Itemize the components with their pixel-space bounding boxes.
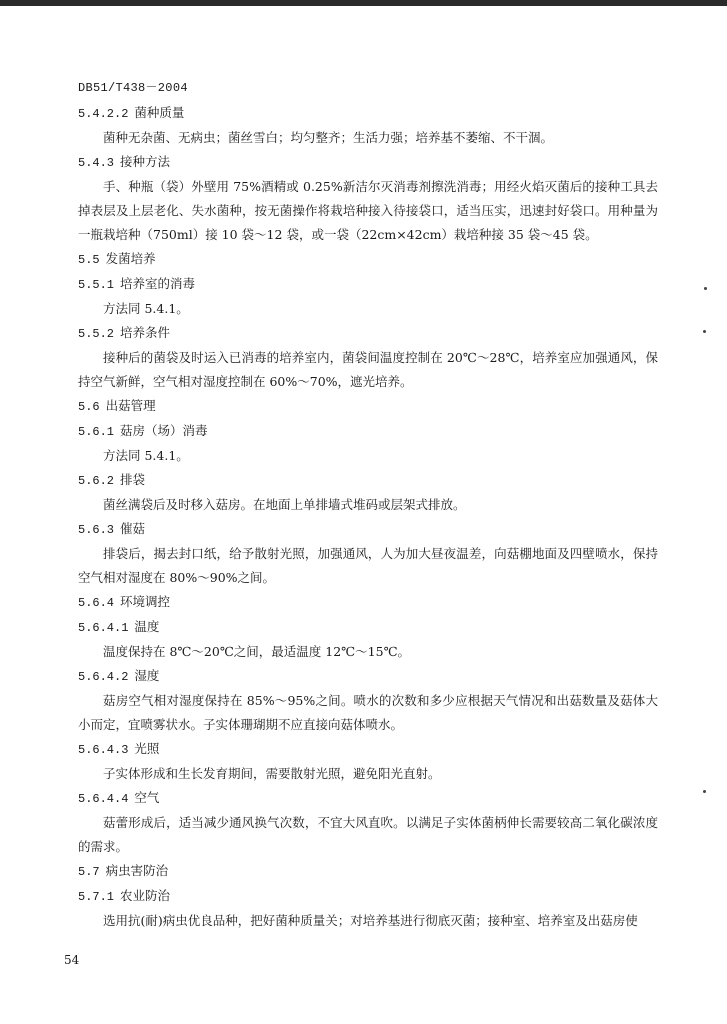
section-title: 农业防治 — [120, 888, 171, 903]
section-title: 湿度 — [134, 668, 160, 683]
section-heading — [78, 517, 658, 542]
section-heading — [78, 590, 658, 615]
body-paragraph: 菇蕾形成后，适当减少通风换气次数，不宜大风直吹。以满足子实体菌柄伸长需要较高二氧化碳浓度的需求。 — [78, 815, 658, 854]
section-heading — [78, 468, 658, 493]
page-number: 54 — [64, 953, 80, 967]
section-heading — [78, 321, 658, 346]
section-number: 5.6.4.3 — [78, 743, 129, 757]
body-paragraph: 方法同 5.4.1。 — [103, 448, 189, 463]
body-paragraph: 选用抗(耐)病虫优良品种，把好菌种质量关；对培养基进行彻底灭菌；接种室、培养室及出菇房使 — [103, 913, 638, 928]
section-number: 5.6.4.1 — [78, 621, 129, 635]
section-title: 培养室的消毒 — [120, 276, 196, 291]
section-title: 光照 — [134, 741, 160, 756]
section-number: 5.6.2 — [78, 474, 115, 488]
section-title: 环境调控 — [120, 594, 171, 609]
body-paragraph: 排袋后，揭去封口纸，给予散射光照，加强通风，人为加大昼夜温差，向菇棚地面及四壁喷水，保持空气相对湿度在 80%～90%之间。 — [78, 546, 658, 585]
section-heading — [78, 247, 658, 272]
section-number: 5.4.3 — [78, 156, 115, 170]
section-heading — [78, 859, 658, 884]
section-number: 5.6.4 — [78, 596, 115, 610]
section-number: 5.6.1 — [78, 425, 115, 439]
section-title: 出菇管理 — [105, 398, 156, 413]
section-number: 5.5.2 — [78, 327, 115, 341]
section-title: 菌种质量 — [134, 105, 185, 120]
section-number: 5.7.1 — [78, 890, 115, 904]
section-title: 病虫害防治 — [105, 863, 169, 878]
section-heading — [78, 419, 658, 444]
document-id: DB51/T438－2004 — [78, 81, 188, 95]
body-paragraph: 方法同 5.4.1。 — [103, 301, 189, 316]
body-paragraph: 接种后的菌袋及时运入已消毒的培养室内，菌袋间温度控制在 20℃～28℃，培养室应加强通风，保持空气新鲜，空气相对湿度控制在 60%～70%，遮光培养。 — [78, 350, 658, 389]
section-number: 5.5 — [78, 253, 100, 267]
section-heading — [78, 150, 658, 175]
section-heading — [78, 101, 658, 126]
section-heading — [78, 786, 658, 811]
section-heading — [78, 884, 658, 909]
body-paragraph: 手、种瓶（袋）外壁用 75%酒精或 0.25%新洁尔灭消毒剂擦洗消毒；用经火焰灭菌后的接种工具去掉表层及上层老化、失水菌种，按无菌操作将栽培种接入待接袋口，适当压实，迅速封好袋口。用种量为一瓶栽培种（750ml）接 10 袋～12 袋，或一袋（22cm×42cm）栽培种接 35 袋～45 袋。 — [78, 179, 658, 242]
scan-speck — [704, 287, 707, 290]
body-paragraph: 菇房空气相对湿度保持在 85%～95%之间。喷水的次数和多少应根据天气情况和出菇数量及菇体大小而定，宜喷雾状水。子实体珊瑚期不应直接向菇体喷水。 — [78, 693, 658, 732]
section-title: 菇房（场）消毒 — [120, 423, 208, 438]
section-heading — [78, 615, 658, 640]
section-number: 5.6.4.2 — [78, 670, 129, 684]
section-number: 5.4.2.2 — [78, 107, 129, 121]
scan-speck — [703, 790, 706, 793]
body-paragraph: 菌丝满袋后及时移入菇房。在地面上单排墙式堆码或层架式排放。 — [103, 497, 466, 512]
section-number: 5.7 — [78, 865, 100, 879]
section-heading — [78, 664, 658, 689]
section-heading — [78, 272, 658, 297]
body-paragraph: 菌种无杂菌、无病虫；菌丝雪白；均匀整齐；生活力强；培养基不萎缩、不干涸。 — [103, 130, 554, 145]
section-number: 5.6 — [78, 400, 100, 414]
section-number: 5.5.1 — [78, 278, 115, 292]
body-paragraph: 温度保持在 8℃～20℃之间，最适温度 12℃～15℃。 — [103, 644, 411, 659]
section-heading — [78, 737, 658, 762]
scan-speck — [703, 330, 706, 333]
document-body — [78, 101, 658, 933]
top-border-rule — [0, 0, 727, 6]
section-title: 催菇 — [120, 521, 146, 536]
body-paragraph: 子实体形成和生长发育期间，需要散射光照，避免阳光直射。 — [103, 766, 441, 781]
section-title: 接种方法 — [120, 154, 171, 169]
section-title: 排袋 — [120, 472, 146, 487]
section-heading — [78, 394, 658, 419]
section-title: 培养条件 — [120, 325, 171, 340]
section-number: 5.6.4.4 — [78, 792, 129, 806]
section-title: 温度 — [134, 619, 160, 634]
section-title: 发菌培养 — [105, 251, 156, 266]
section-title: 空气 — [134, 790, 160, 805]
section-number: 5.6.3 — [78, 523, 115, 537]
